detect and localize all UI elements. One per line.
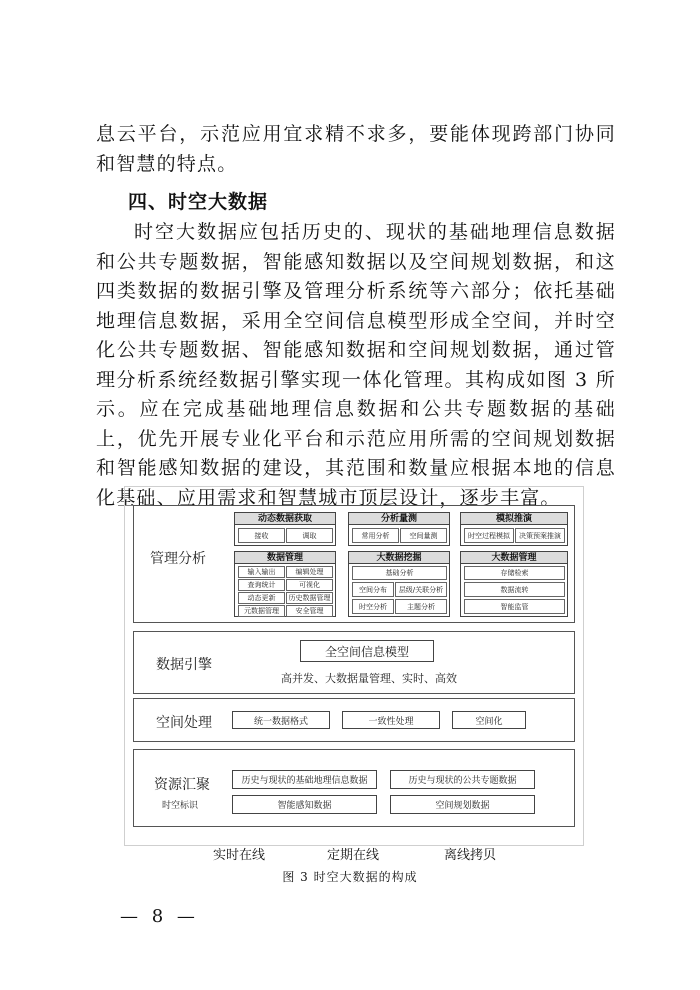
layer-label: 数据引擎 — [156, 657, 212, 673]
group-analysis-measure — [348, 512, 450, 546]
engine-description: 高并发、大数据量管理、实时、高效 — [281, 672, 457, 685]
group-title: 大数据管理 — [461, 552, 567, 564]
model-box: 全空间信息模型 — [300, 640, 434, 662]
sensing-box: 智能感知数据 — [232, 795, 377, 814]
cell: 空间量测 — [400, 528, 447, 543]
cell: 主题分析 — [395, 599, 447, 614]
layer-label: 资源汇聚 — [154, 777, 210, 793]
consistency-box: 一致性处理 — [342, 711, 440, 729]
layer-spatial-processing — [133, 698, 575, 742]
page-number: — 8 — — [120, 906, 199, 927]
paragraph-continuation: 息云平台，示范应用宜求精不求多，要能体现跨部门协同和智慧的特点。 — [96, 123, 616, 175]
cell: 输入输出 — [238, 566, 285, 578]
layer-resource-aggregation — [133, 749, 575, 827]
cell: 动态更新 — [238, 592, 285, 604]
cell: 编辑处理 — [286, 566, 333, 578]
cell: 接收 — [238, 528, 285, 543]
cell: 可视化 — [286, 579, 333, 591]
cell: 存储检索 — [464, 566, 565, 580]
planning-box: 空间规划数据 — [390, 795, 535, 814]
cell: 基础分析 — [352, 566, 447, 580]
cell: 查询统计 — [238, 579, 285, 591]
group-big-data-mining — [348, 551, 450, 617]
cell: 常用分析 — [352, 528, 399, 543]
cell: 层级/关联分析 — [395, 582, 447, 597]
cell: 空间分布 — [352, 582, 394, 597]
layer-label: 空间处理 — [156, 715, 212, 731]
cell: 元数据管理 — [238, 605, 285, 617]
group-title: 数据管理 — [235, 552, 335, 564]
group-simulation — [460, 512, 568, 546]
cell: 安全管理 — [286, 605, 333, 617]
cell: 时空分析 — [352, 599, 394, 614]
cell: 历史数据管理 — [286, 592, 333, 604]
group-big-data-management — [460, 551, 568, 617]
group-title: 模拟推演 — [461, 513, 567, 525]
group-data-management — [234, 551, 336, 617]
layer-data-engine — [133, 631, 575, 694]
layer-management — [133, 505, 575, 623]
figure-caption: 图 3 时空大数据的构成 — [282, 870, 418, 884]
label-realtime: 实时在线 — [213, 848, 266, 863]
public-topic-box: 历史与现状的公共专题数据 — [390, 770, 535, 789]
section-heading: 四、时空大数据 — [128, 191, 269, 213]
cell: 智能监管 — [464, 599, 565, 614]
paragraph-body: 时空大数据应包括历史的、现状的基础地理信息数据和公共专题数据，智能感知数据以及空间规划数据，和这四类数据的数据引擎及管理分析系统等六部分；依托基础地理信息数据，采用全空间信息模型形成全空间，并时空化公共专题数据、智能感知数据和空间规划数据，通过管理分析系统经数据引擎实现一体化管理。其构成如图 3 所示。应在完成基础地理信息数据和公共专题数据的基础上，优先开展专业化平台和示范应用所需的空间规划数据和智能感知数据的建设，其范围和数量应根据本地的信息化基础、应用需求和智慧城市顶层设计，逐步丰富。 — [96, 221, 616, 509]
cell: 调取 — [286, 528, 333, 543]
format-box: 统一数据格式 — [232, 711, 330, 729]
spatialize-box: 空间化 — [452, 711, 526, 729]
cell: 决策预案推演 — [515, 528, 565, 543]
cell: 数据流转 — [464, 582, 565, 597]
group-title: 大数据挖掘 — [349, 552, 449, 564]
figure-diagram — [124, 486, 584, 846]
group-title: 分析量测 — [349, 513, 449, 525]
label-periodic: 定期在线 — [327, 848, 380, 863]
layer-label: 管理分析 — [150, 551, 206, 567]
basic-geo-box: 历史与现状的基础地理信息数据 — [232, 770, 377, 789]
label-offline: 离线拷贝 — [444, 848, 497, 863]
group-title: 动态数据获取 — [235, 513, 335, 525]
group-dynamic-acquire — [234, 512, 336, 546]
sub-label: 时空标识 — [162, 801, 199, 811]
cell: 时空过程模拟 — [464, 528, 514, 543]
